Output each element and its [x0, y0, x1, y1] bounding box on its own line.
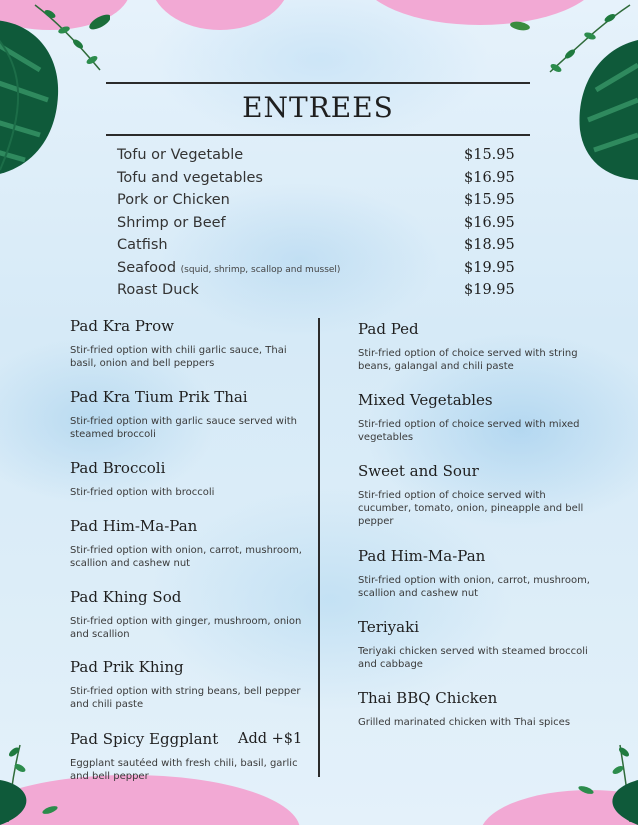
price-item-name: Roast Duck [117, 282, 199, 298]
dish-item [70, 657, 310, 711]
dish-name-text: Sweet and Sour [358, 462, 479, 480]
dish-item [70, 387, 310, 441]
price-row [117, 257, 517, 280]
dish-item [358, 617, 598, 671]
dish-item [70, 458, 310, 499]
title-rule-bottom [106, 134, 530, 136]
price-row [117, 189, 517, 212]
dish-name-text: Thai BBQ Chicken [358, 689, 498, 707]
price-item-price: $18.95 [464, 237, 515, 253]
dish-name [70, 729, 310, 749]
price-row [117, 234, 517, 257]
dish-item [358, 390, 598, 444]
dish-name-text: Pad Ped [358, 320, 419, 338]
price-row [117, 212, 517, 235]
dish-description: Grilled marinated chicken with Thai spices [358, 717, 571, 728]
dish-name [70, 516, 310, 536]
dish-name-text: Teriyaki [358, 618, 419, 636]
dish-name-text: Pad Prik Khing [70, 658, 184, 676]
price-item-name: Catfish [117, 237, 168, 253]
price-item-note: (squid, shrimp, scallop and mussel) [180, 264, 341, 275]
price-item-name: Tofu or Vegetable [117, 147, 244, 163]
dish-item [70, 587, 310, 641]
dish-name [70, 316, 310, 336]
dish-item [358, 546, 598, 600]
dish-item [358, 319, 598, 373]
ivy-sprig-icon [30, 0, 110, 80]
dish-name-text: Pad Him-Ma-Pan [70, 517, 198, 535]
dish-description: Stir-fried option of choice served with mixed vegetables [358, 419, 580, 443]
price-row [117, 144, 517, 167]
dish-name [358, 319, 598, 339]
dish-name-text: Mixed Vegetables [358, 391, 493, 409]
dish-description: Stir-fried option with ginger, mushroom, onion and scallion [70, 616, 302, 640]
price-item-price: $16.95 [464, 214, 515, 231]
dish-name [358, 617, 598, 637]
price-item-price: $15.95 [464, 147, 515, 163]
dish-item [70, 516, 310, 570]
dish-description: Stir-fried option with chili garlic sauce, Thai basil, onion and bell peppers [70, 345, 287, 369]
dish-description: Stir-fried option with onion, carrot, mushroom, scallion and cashew nut [358, 575, 590, 599]
pink-blob-top-center [150, 0, 290, 30]
dish-description: Eggplant sautéed with fresh chili, basil, garlic and bell pepper [70, 758, 298, 782]
dish-name [70, 657, 310, 677]
dish-name-text: Pad Him-Ma-Pan [358, 547, 486, 565]
dish-description: Stir-fried option with onion, carrot, mushroom, scallion and cashew nut [70, 545, 302, 569]
dish-name [70, 587, 310, 607]
dish-item [70, 316, 310, 370]
price-item-price: $15.95 [464, 192, 515, 208]
dish-name-text: Pad Kra Tium Prik Thai [70, 388, 248, 406]
dish-description: Stir-fried option with string beans, bell pepper and chili paste [70, 686, 301, 710]
price-row [117, 167, 517, 190]
price-item-price: $19.95 [464, 282, 515, 298]
ivy-sprig-icon [500, 0, 638, 80]
price-item-name: Tofu and vegetables [117, 169, 263, 186]
dish-name-text: Pad Broccoli [70, 459, 166, 477]
ivy-sprig-icon [0, 740, 70, 825]
section-title: ENTREES [242, 91, 394, 124]
dish-name [358, 390, 598, 410]
price-item-name: Pork or Chicken [117, 192, 230, 208]
dish-description: Teriyaki chicken served with steamed broccoli and cabbage [358, 646, 588, 670]
dish-item [70, 729, 310, 783]
price-item-price: $19.95 [464, 259, 515, 276]
dish-name [70, 387, 310, 407]
dish-description: Stir-fried option with garlic sauce served with steamed broccoli [70, 416, 298, 440]
dish-name [70, 458, 310, 478]
dish-item [358, 688, 598, 729]
dish-name [358, 688, 598, 708]
dish-name-text: Pad Kra Prow [70, 317, 174, 335]
dish-name [358, 461, 598, 481]
title-rule-top [106, 82, 530, 84]
dish-name-text: Pad Spicy Eggplant [70, 730, 219, 748]
dish-item [358, 461, 598, 528]
dish-name [358, 546, 598, 566]
ivy-sprig-icon [570, 740, 638, 825]
dish-description: Stir-fried option with broccoli [70, 487, 215, 498]
price-row [117, 279, 517, 302]
column-divider [318, 318, 320, 777]
dish-description: Stir-fried option of choice served with cucumber, tomato, onion, pineapple and bell pepper [358, 490, 584, 527]
price-item-price: $16.95 [464, 169, 515, 186]
dish-addon-price: Add +$1 [238, 731, 303, 747]
dish-description: Stir-fried option of choice served with string beans, galangal and chili paste [358, 348, 578, 372]
dish-name-text: Pad Khing Sod [70, 588, 182, 606]
price-item-name: Shrimp or Beef [117, 214, 226, 231]
price-item-name: Seafood [117, 259, 177, 276]
price-list [117, 144, 517, 302]
